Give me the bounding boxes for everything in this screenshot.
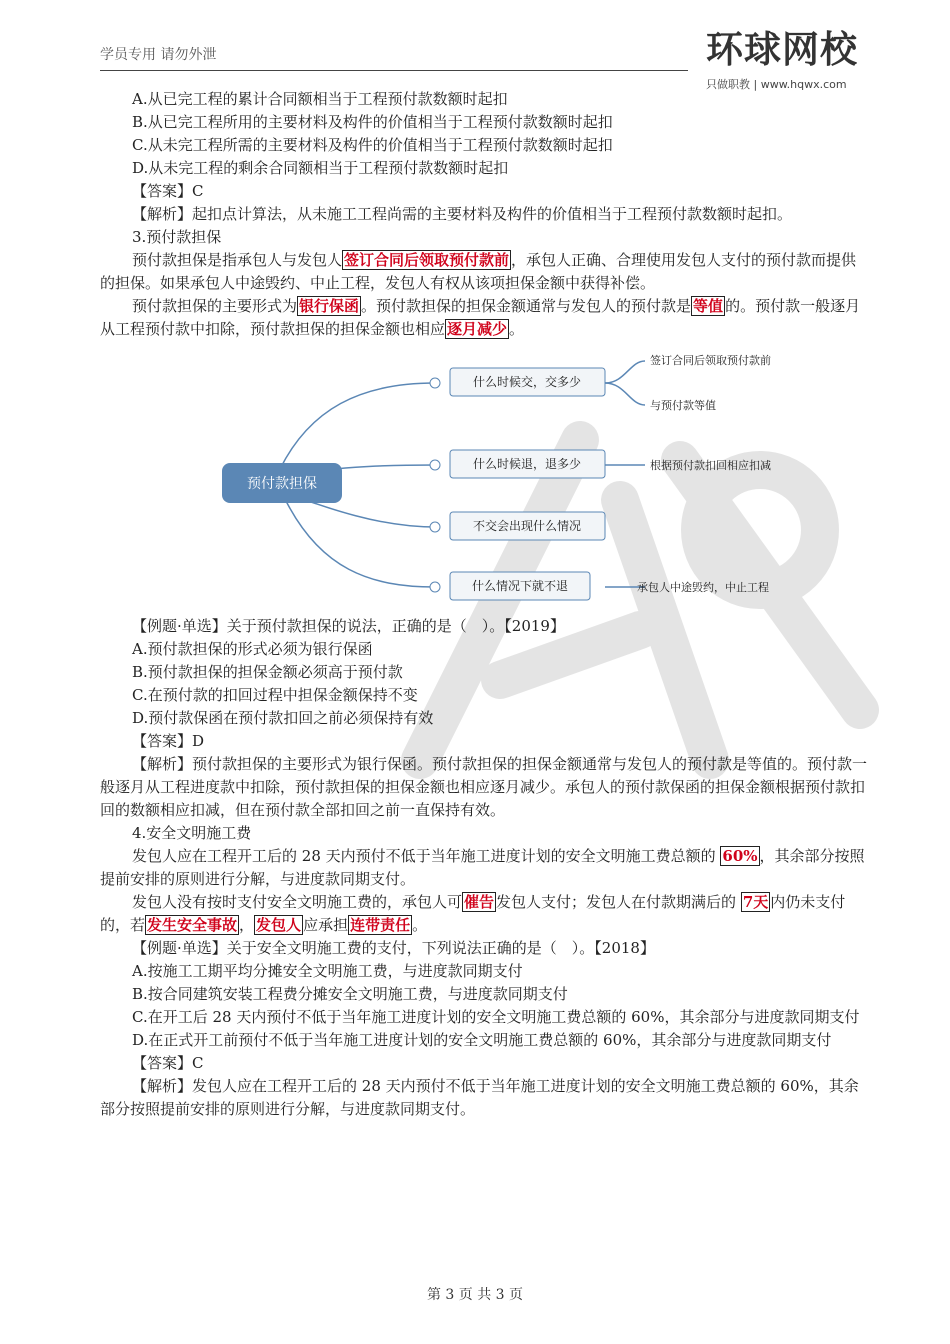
q2-answer: 【答案】D [132,732,205,750]
q1-option-b: B.从已完工程所用的主要材料及构件的价值相当于工程预付款数额时起扣 [132,113,613,131]
section-4-paragraph-2: 发包人没有按时支付安全文明施工费的，承包人可 催告 发包人支付；发包人在付款期满后的 7天 内仍未支付的，若 发生安全事故 ， 发包人 应承担 连带责任 。 [100,893,846,934]
section-3-paragraph-1: 预付款担保是指承包人与发包人 签订合同后领取预付款前 ，承包人正确、合理使用发包人支付的预付款而提供的担保。如果承包人中途毁约、中止工程，发包人有权从该项担保金额中获得补偿。 [100,251,857,292]
highlight-term: 银行保函 [299,297,360,315]
q2-option-a: A.预付款担保的形式必须为银行保函 [132,640,373,658]
mindmap-leaf-label: 与预付款等值 [650,399,716,412]
q1-option-c: C.从未完工程所需的主要材料及构件的价值相当于工程预付款数额时起扣 [132,136,613,154]
q2-stem: 【例题·单选】关于预付款担保的说法，正确的是（ ）。【2019】 [132,617,565,635]
q1-option-a: A.从已完工程的累计合同额相当于工程预付款数额时起扣 [132,90,508,108]
highlight-term: 等值 [693,297,724,315]
header-divider [100,70,688,71]
q3-option-d: D.在正式开工前预付不低于当年施工进度计划的安全文明施工费总额的 60%，其余部分与进度款同期支付 [132,1031,832,1049]
highlight-term: 发生安全事故 [147,916,238,934]
logo-tagline: 只做职教 | www.hqwx.com [706,78,847,91]
mindmap-leaf-label: 签订合同后领取预付款前 [650,354,771,367]
q2-option-d: D.预付款保函在预付款扣回之前必须保持有效 [132,709,434,727]
q2-option-b: B.预付款担保的担保金额必须高于预付款 [132,663,403,681]
q2-analysis: 【解析】预付款担保的主要形式为银行保函。预付款担保的担保金额通常与发包人的预付款是等值的。预付款一般逐月从工程进度款中扣除，预付款担保的担保金额也相应逐月减少。承包人的预付款保函的担保金额根据预付款扣回的数额相应扣减，但在预付款全部扣回之前一直保持有效。 [100,755,868,819]
mind-map-diagram [100,349,870,611]
q3-analysis: 【解析】发包人应在工程开工后的 28 天内预付不低于当年施工进度计划的安全文明施工费总额的 60%，其余部分按照提前安排的原则进行分解，与进度款同期支付。 [100,1077,859,1118]
section-4-title: 4.安全文明施工费 [132,824,252,842]
mindmap-leaf-label: 承包人中途毁约，中止工程 [637,581,769,594]
q1-answer: 【答案】C [132,182,204,200]
q2-option-c: C.在预付款的扣回过程中担保金额保持不变 [132,686,418,704]
highlight-term: 发包人 [256,916,302,934]
mind-map-svg [100,349,870,611]
highlight-term: 逐月减少 [447,320,508,338]
q3-answer: 【答案】C [132,1054,204,1072]
q3-stem: 【例题·单选】关于安全文明施工费的支付，下列说法正确的是（ ）。【2018】 [132,939,655,957]
highlight-term: 签订合同后领取预付款前 [344,251,510,269]
highlight-term: 60% [722,847,758,865]
mindmap-root-label: 预付款担保 [247,476,317,492]
highlight-term: 连带责任 [350,916,411,934]
q3-option-a: A.按施工工期平均分摊安全文明施工费，与进度款同期支付 [132,962,523,980]
page-number: 第 3 页 共 3 页 [426,1287,524,1303]
section-4-paragraph-1: 发包人应在工程开工后的 28 天内预付不低于当年施工进度计划的安全文明施工费总额的 60% ，其余部分按照提前安排的原则进行分解，与进度款同期支付。 [100,847,865,888]
mindmap-branch-label: 什么时候交，交多少 [472,375,582,389]
page-content [100,88,870,1121]
highlight-term: 7天 [742,893,769,911]
q3-option-b: B.按合同建筑安装工程费分摊安全文明施工费，与进度款同期支付 [132,985,568,1003]
logo-title: 环球网校 [706,28,858,71]
confidential-note: 学员专用 请勿外泄 [100,47,217,63]
q3-option-c: C.在开工后 28 天内预付不低于当年施工进度计划的安全文明施工费总额的 60%，其余部分与进度款同期支付 [132,1008,860,1026]
mindmap-branch-label: 什么时候退，退多少 [472,457,582,471]
q1-analysis: 【解析】起扣点计算法，从未施工工程尚需的主要材料及构件的价值相当于工程预付款数额时起扣。 [132,205,793,223]
mindmap-leaf-label: 根据预付款扣回相应扣减 [650,459,771,472]
mindmap-branch-label: 不交会出现什么情况 [472,519,582,533]
q1-option-d: D.从未完工程的剩余合同额相当于工程预付款数额时起扣 [132,159,509,177]
section-3-title: 3.预付款担保 [132,228,222,246]
highlight-term: 催告 [464,893,495,911]
mindmap-branch-label: 什么情况下就不退 [471,579,569,593]
section-3-paragraph-2: 预付款担保的主要形式为 银行保函 。预付款担保的担保金额通常与发包人的预付款是 等值 的。预付款一般逐月从工程预付款中扣除，预付款担保的担保金额也相应 逐月减少 。 [100,297,861,338]
